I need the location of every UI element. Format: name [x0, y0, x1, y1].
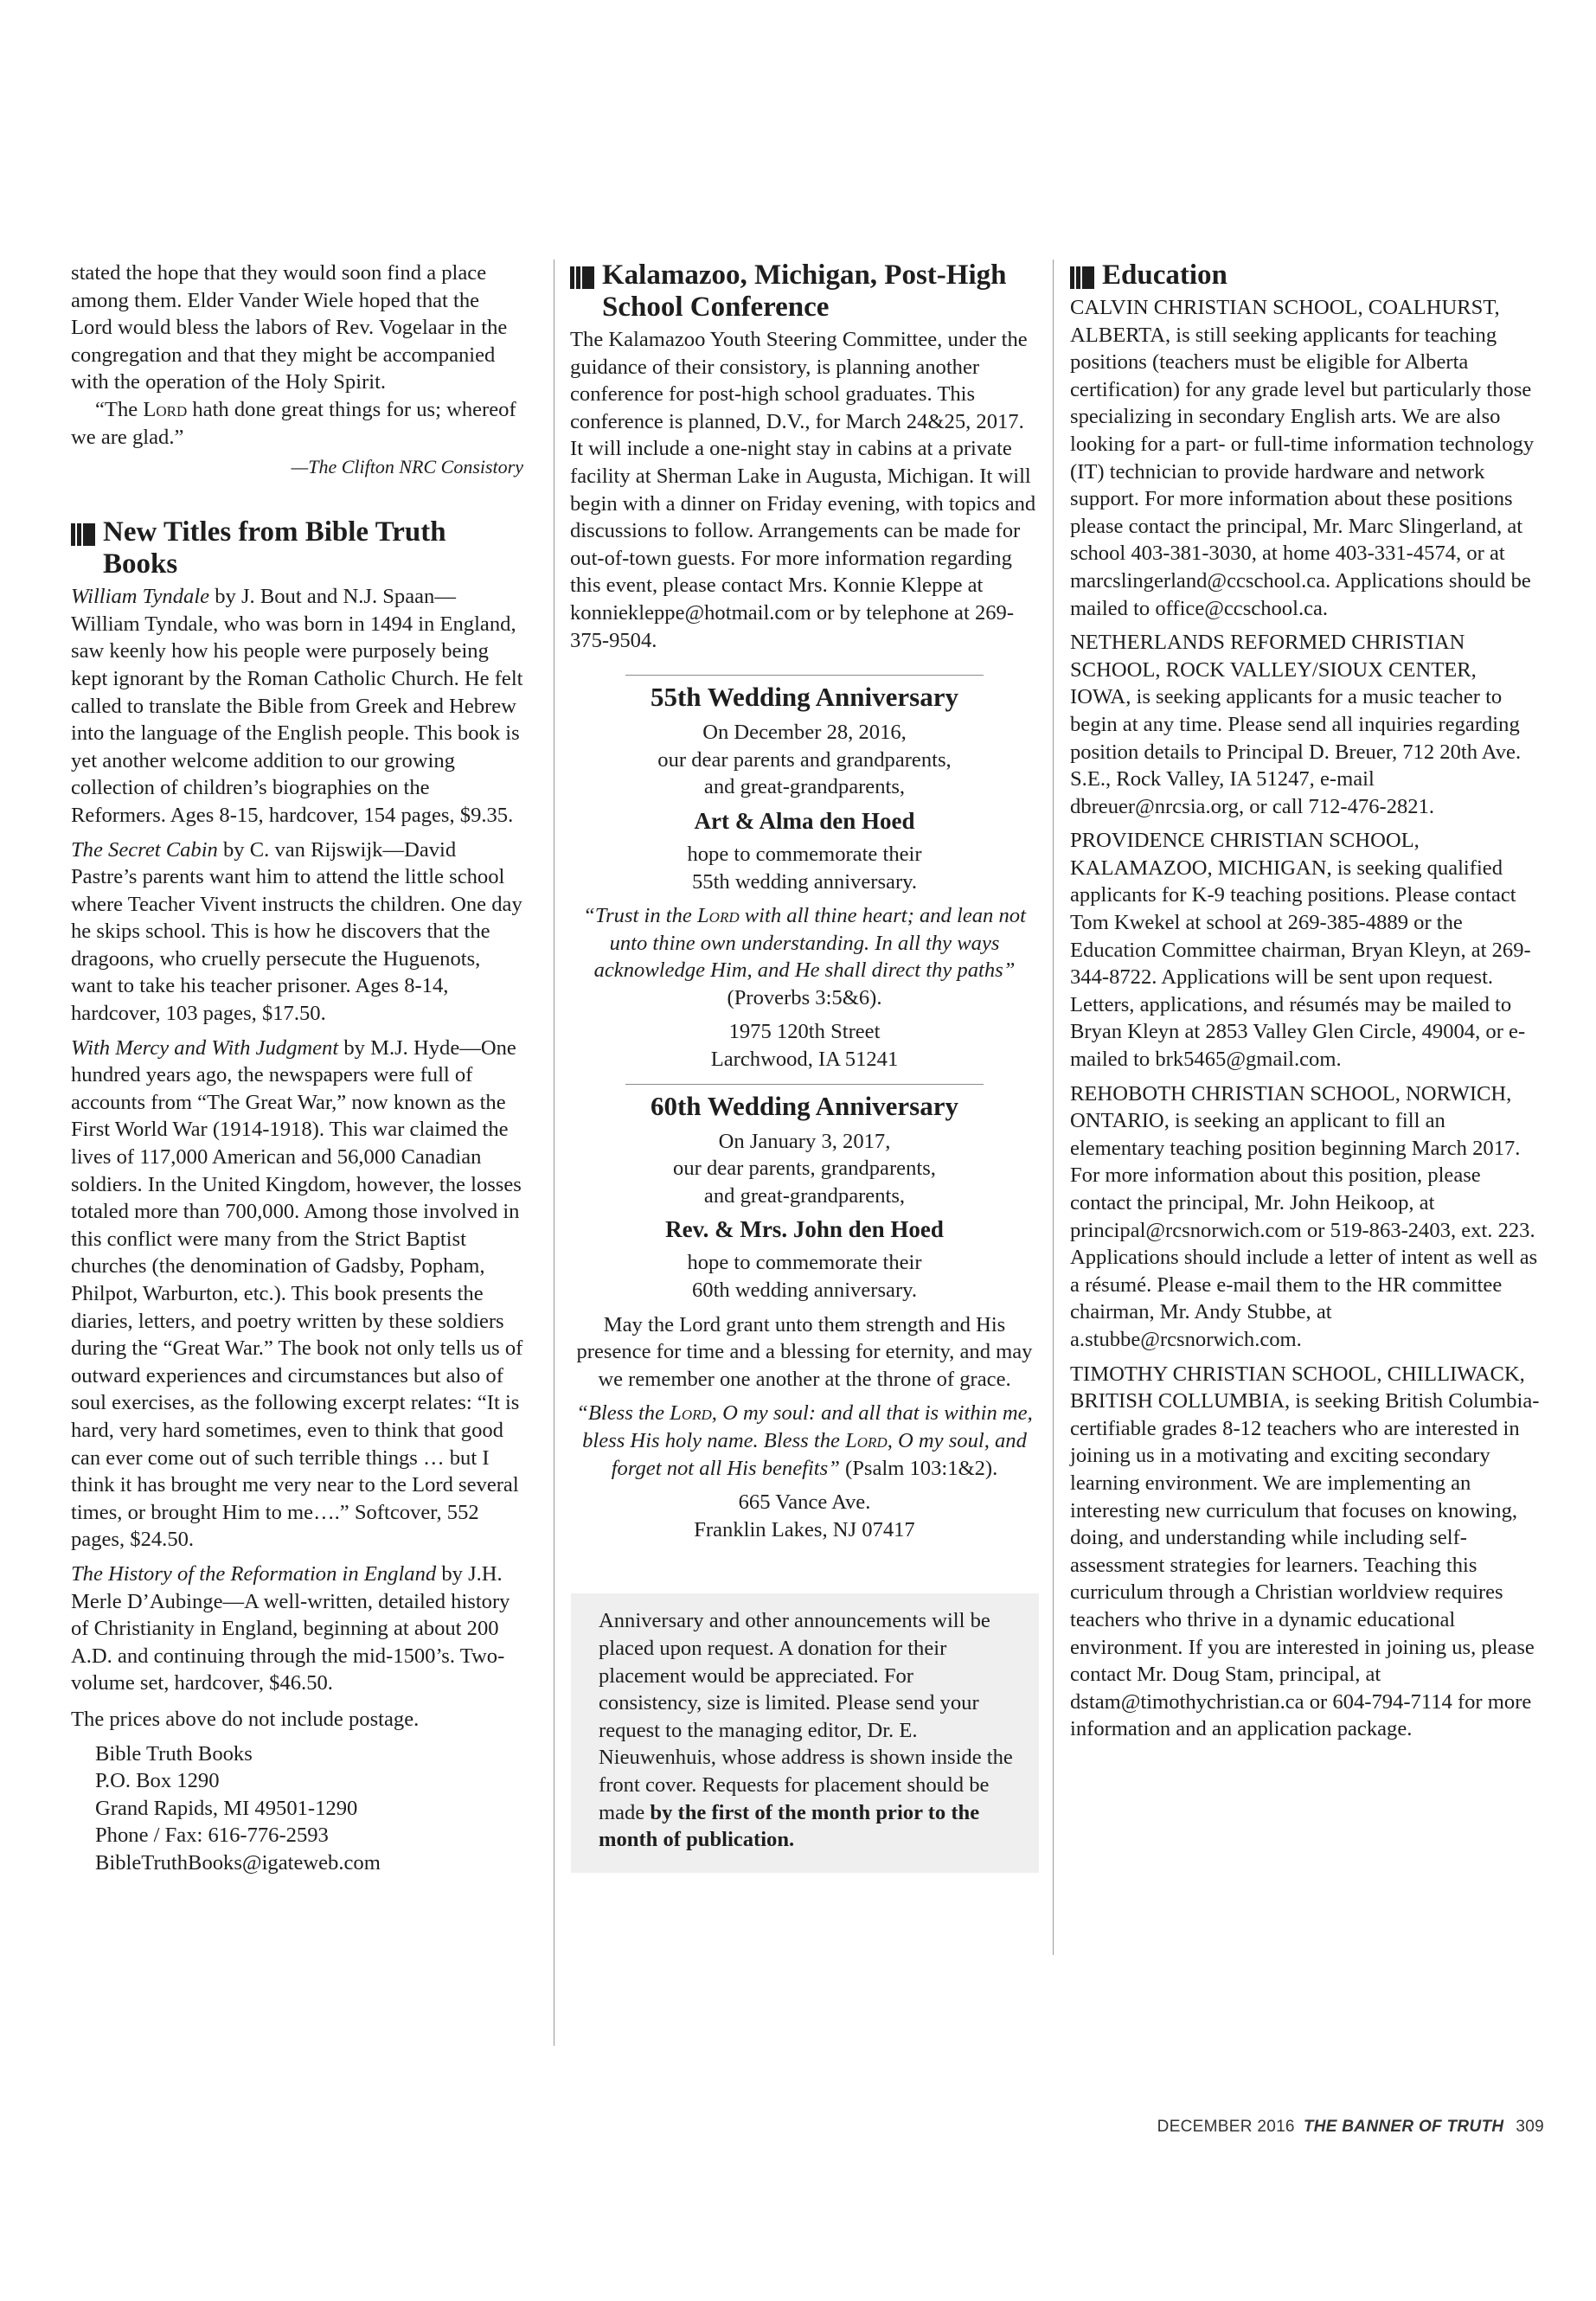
anniversary-title: 55th Wedding Anniversary: [650, 682, 958, 713]
book-entry: [71, 836, 523, 1028]
address-line: Grand Rapids, MI 49501-1290: [95, 1796, 358, 1820]
address-line: Bible Truth Books: [95, 1741, 253, 1766]
section-bars-icon: [1070, 266, 1094, 289]
announcement-notice-box: [571, 1593, 1039, 1872]
anniversary-verse: “Trust in the Lord with all thine heart; and lean not unto thine own understanding. In all thy ways acknowledge Him, and He shall direct thy paths” (Proverbs 3:5&6).: [583, 904, 1026, 1009]
address-line: Franklin Lakes, NJ 07417: [694, 1517, 915, 1541]
anniversary-intro: [570, 1128, 1039, 1210]
book-title: The Secret Cabin: [71, 837, 218, 862]
page-footer: [1157, 2118, 1544, 2137]
section-heading: Education: [1070, 260, 1542, 292]
education-entry: TIMOTHY CHRISTIAN SCHOOL, CHILLIWACK, BRITISH COLLUMBIA, is seeking British Columbia-certifiable grades 8-12 teachers who are interested in joining us in a motivating and exciting secondary learning environment. We are implementing an interesting new curriculum that focuses on knowing, doing, and understanding while including self-assessment strategies for learners. Teaching this curriculum through a Christian worldview requires teachers who thrive in a dynamic educational environment. If you are interested in joining us, please contact Mr. Doug Stam, principal, at dstam@timothychristian.ca or 604-794-7114 for more information and an application package.: [1070, 1362, 1540, 1741]
book-title: With Mercy and With Judgment: [71, 1035, 339, 1060]
intro-line: and great-grandparents,: [703, 1183, 906, 1208]
address-line: P.O. Box 1290: [95, 1769, 220, 1793]
address-line: Phone / Fax: 616-776-2593: [95, 1823, 329, 1848]
anniversary-hope: [570, 1249, 1039, 1304]
column-divider: [1053, 260, 1054, 1955]
hope-line: hope to commemorate their: [687, 1251, 922, 1275]
hope-line: hope to commemorate their: [687, 842, 922, 866]
intro-line: and great-grandparents,: [703, 775, 906, 799]
consistory-letter-continuation: stated the hope that they would soon find a place among them. Elder Vander Wiele hoped that the Lord would bless the labors of Rev. Vogelaar in the congregation and that they might be accompanied with the operation of the Holy Spirit.: [71, 261, 508, 394]
attribution: —The Clifton NRC Consistory: [291, 456, 523, 478]
magazine-title: THE BANNER OF TRUTH: [1303, 2118, 1504, 2136]
book-entry: [71, 1561, 523, 1697]
book-description: by M.J. Hyde—One hundred years ago, the newspapers were full of accounts from “The Great War,” now known as the First World War (1914-1918). This war claimed the lives of 117,000 American and 56,000 Canadian soldiers. In the United Kingdom, however, the losses totaled more than 700,000. Among those involved in this conflict were many from the Strict Baptist churches (the denomination of Gadsby, Popham, Philpot, Warburton, etc.). This book presents the diaries, letters, and poetry written by these soldiers during the “Great War.” The book not only tells us of outward experiences and circumstances but also of soul exercises, as the following excerpt relates: “It is hard, very hard sometimes, even to think that good can ever come out of such terrible things … but I think it has brought me very near to the Lord several times, or brought Him to me….” Softcover, 552 pages, $24.50.: [71, 1035, 523, 1552]
hope-line: 60th wedding anniversary.: [692, 1279, 917, 1303]
divider: [625, 1084, 984, 1085]
anniversary-names: Art & Alma den Hoed: [694, 807, 915, 834]
anniversary-verse: “Bless the Lord, O my soul: and all that is within me, bless His holy name. Bless the Lord, O my soul, and forget not all His benefits” (Psalm 103:1&2).: [576, 1401, 1033, 1480]
anniversary-title: 60th Wedding Anniversary: [650, 1090, 958, 1121]
divider: [625, 675, 984, 676]
intro-line: our dear parents and grandparents,: [657, 747, 952, 772]
address-line: Larchwood, IA 51241: [710, 1048, 899, 1072]
kalamazoo-section: [570, 260, 1039, 654]
anniversary-address: [570, 1018, 1039, 1073]
postage-note: The prices above do not include postage.: [71, 1707, 420, 1731]
anniversary-55: [570, 675, 1039, 1074]
book-list: [71, 583, 523, 1697]
intro-line: our dear parents, grandparents,: [673, 1157, 936, 1181]
column-left: [71, 260, 523, 1876]
intro-line: On January 3, 2017,: [718, 1129, 891, 1153]
anniversary-60: [570, 1084, 1039, 1544]
intro-line: On December 28, 2016,: [702, 721, 907, 745]
education-entry: CALVIN CHRISTIAN SCHOOL, COALHURST, ALBERTA, is still seeking applicants for teaching positions (teachers must be eligible for Alberta certification) for any grade level but particularly those specializing in secondary English arts. We are also looking for a part- or full-time information technology (IT) technician to provide hardware and network support. For more information about these positions please contact the principal, Mr. Marc Slingerland, at school 403-381-3030, at home 403-331-4574, or at marcslingerland@ccschool.ca. Applications should be mailed to office@ccschool.ca.: [1070, 296, 1535, 620]
anniversary-intro: [570, 719, 1039, 801]
education-entry: PROVIDENCE CHRISTIAN SCHOOL, KALAMAZOO, MICHIGAN, is seeking qualified applicants for K-9 teaching positions. Please contact Tom Kwekel at school at 269-385-4889 or the Education Committee chairman, Bryan Kleyn, at 269-344-8722. Applications will be sent upon request. Letters, applications, and résumés may be mailed to Bryan Kleyn at 2853 Valley Glen Circle, 49004, or e-mailed to brk5465@gmail.com.: [1070, 829, 1531, 1072]
new-titles-section: [71, 516, 523, 1876]
anniversary-names: Rev. & Mrs. John den Hoed: [665, 1216, 944, 1243]
section-heading: Kalamazoo, Michigan, Post-High School Conference: [570, 260, 1039, 324]
anniversary-hope: [570, 841, 1039, 895]
address-line: 1975 120th Street: [728, 1020, 881, 1044]
book-description: by J.H. Merle D’Aubinge—A well-written, detailed history of Christianity in England, beginning at about 200 A.D. and continuing through the mid-1500’s. Two-volume set, hardcover, $46.50.: [71, 1561, 510, 1695]
section-bars-icon: [71, 523, 95, 546]
book-title: The History of the Reformation in England: [71, 1561, 437, 1586]
book-title: William Tyndale: [71, 585, 210, 609]
book-description: by C. van Rijswijk—David Pastre’s parents want him to attend the little school where Teacher Vivent instructs the children. One day he skips school. This is how he discovers that the dragoons, who cruelly persecute the Huguenots, want to take his teacher prisoner. Ages 8-14, hardcover, 103 pages, $17.50.: [71, 837, 522, 1026]
section-heading: New Titles from Bible Truth Books: [71, 516, 523, 580]
notice-text: Anniversary and other announcements will be placed upon request. A donation for their placement would be appreciated. For consistency, size is limited. Please send your request to the managing editor, Dr. E. Nieuwenhuis, whose address is shown inside the front cover. Requests for placement should be made by the first of the month prior to the month of publication.: [599, 1609, 1013, 1852]
anniversary-address: [570, 1489, 1039, 1543]
kalamazoo-body: The Kalamazoo Youth Steering Committee, under the guidance of their consistory, is planning another conference for post-high school graduates. This conference is planned, D.V., for March 24&25, 2017. It will include a one-night stay in cabins at a private facility at Sherman Lake in Augusta, Michigan. It will begin with a dinner on Friday evening, with topics and discussions to follow. Arrangements can be made for out-of-town guests. For more information regarding this event, please contact Mrs. Konnie Kleppe at konniekleppe@hotmail.com or by telephone at 269-375-9504.: [570, 328, 1036, 652]
education-entry: NETHERLANDS REFORMED CHRISTIAN SCHOOL, ROCK VALLEY/SIOUX CENTER, IOWA, is seeking applicants for a music teacher to begin at any time. Please send all inquiries regarding position details to Principal D. Breuer, 712 20th Ave. S.E., Rock Valley, IA 51247, e-mail dbreuer@nrcsia.org, or call 712-476-2821.: [1070, 631, 1522, 818]
book-description: by J. Bout and N.J. Spaan—William Tyndale, who was born in 1494 in England, saw keenly how his people were purposely being kept ignorant by the Roman Catholic Church. He felt called to translate the Bible from Greek and Hebrew into the language of the English people. This book is yet another welcome addition to our growing collection of children’s biographies on the Reformers. Ages 8-15, hardcover, 154 pages, $9.35.: [71, 585, 523, 827]
book-entry: [71, 583, 523, 829]
psalm-quote: “The Lord hath done great things for us; whereof we are glad.”: [71, 397, 516, 449]
issue-date: DECEMBER 2016: [1157, 2118, 1295, 2136]
publisher-address: [71, 1740, 523, 1877]
address-line: BibleTruthBooks@igateweb.com: [95, 1850, 381, 1875]
education-entry: REHOBOTH CHRISTIAN SCHOOL, NORWICH, ONTARIO, is seeking an applicant to fill an elementary teaching position beginning March 2017. For more information about this position, please contact the principal, Mr. John Heikoop, at principal@rcsnorwich.com or 519-863-2403, ext. 223. Applications should include a letter of intent as well as a résumé. Please e-mail them to the HR committee chairman, Mr. Andy Stubbe, at a.stubbe@rcsnorwich.com.: [1070, 1081, 1538, 1351]
address-line: 665 Vance Ave.: [738, 1490, 871, 1515]
hope-line: 55th wedding anniversary.: [692, 869, 917, 894]
book-entry: [71, 1035, 523, 1554]
column-right: [1070, 260, 1542, 1743]
education-listings: [1070, 294, 1542, 1743]
anniversary-blessing: May the Lord grant unto them strength and His presence for time and a blessing for eternity, and may we remember one another at the throne of grace.: [576, 1312, 1033, 1391]
page-number: 309: [1516, 2118, 1544, 2136]
section-bars-icon: [570, 266, 594, 289]
column-middle: [570, 260, 1039, 1873]
